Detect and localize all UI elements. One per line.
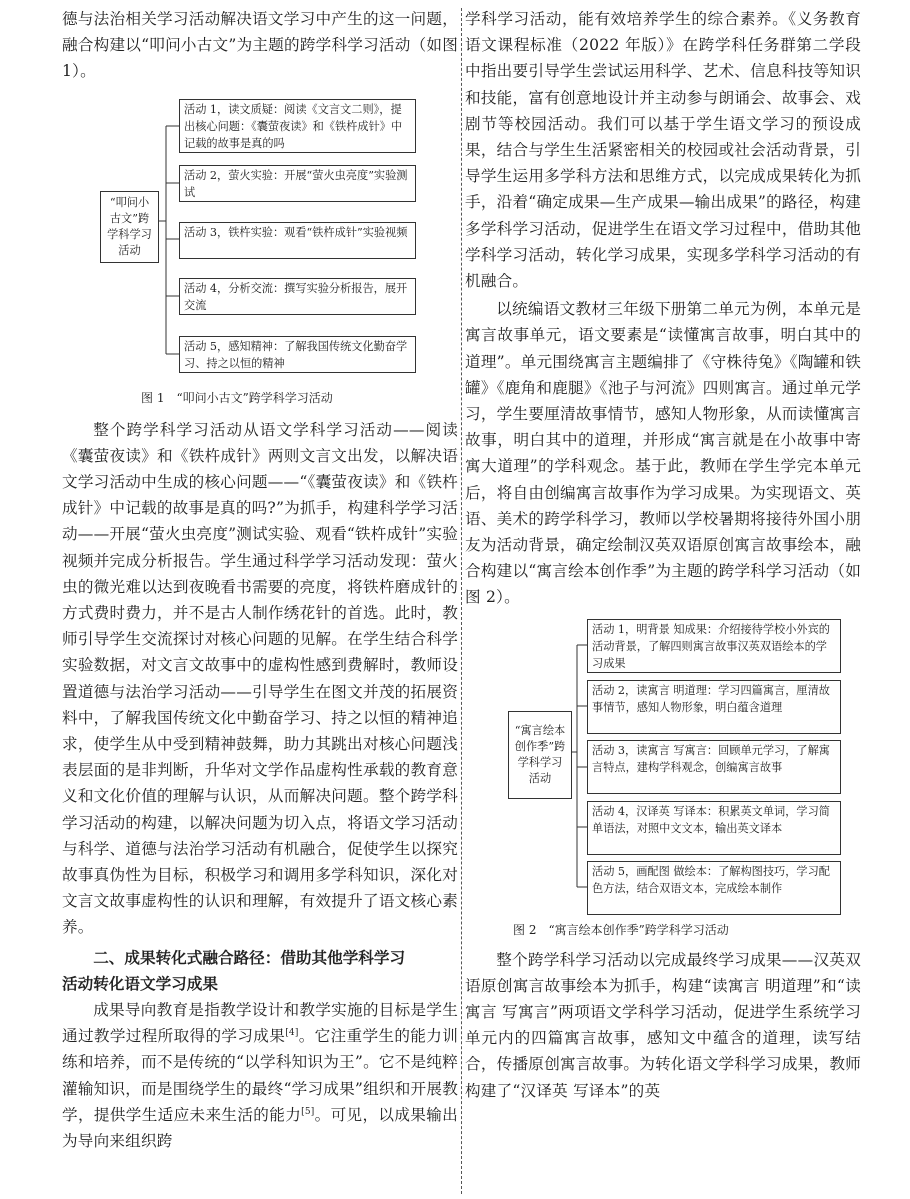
figure-1-activity-5: 活动 5，感知精神：了解我国传统文化勤奋学习、持之以恒的精神 xyxy=(179,336,416,373)
figure-2 xyxy=(465,617,861,917)
right-column xyxy=(465,0,861,1104)
figure-2-caption: 图 2 “寓言绘本创作季”跨学科学习活动 xyxy=(513,922,729,937)
right-paragraph-1: 学科学习活动，能有效培养学生的综合素养。《义务教育语文课程标准（2022 年版）》在跨学科任务群第二学段中指出要引导学生尝试运用科学、艺术、信息科技等知识和技能，富有创意地设计并主动参与朗诵会、故事会、戏剧节等校园活动。我们可以基于学生语文学习的预设成果，结合与学生生活紧密相关的校园或社会活动背景，引导学生运用多学科方法和思维方式，以完成成果转化为抓手，沿着“确定成果—生产成果—输出成果”的路径，构建多学科学习活动，促进学生在语文学习过程中，借助其他学科学习活动，转化学习成果，实现多学科学习活动的有机融合。 xyxy=(465,10,861,291)
left-paragraph-1: 德与法治相关学习活动解决语文学习中产生的这一问题，融合构建以“叩问小古文”为主题的跨学科学习活动（如图 1）。 xyxy=(62,10,458,81)
figure-2-activity-3: 活动 3，读寓言 写寓言：回顾单元学习，了解寓言特点，建构学科观念，创编寓言故事 xyxy=(587,740,841,794)
left-paragraph-3 xyxy=(62,997,458,1154)
section-heading-line-2: 活动转化语文学习成果 xyxy=(62,974,218,993)
column-divider xyxy=(461,8,462,1194)
figure-2-activity-2: 活动 2，读寓言 明道理：学习四篇寓言，厘清故事情节，感知人物形象，明白蕴含道理 xyxy=(587,680,841,734)
figure-1-activity-1: 活动 1，读文质疑：阅读《文言文二则》，提出核心问题：《囊萤夜读》和《铁杵成针》中记载的故事是真的吗 xyxy=(179,99,416,153)
left-paragraph-2: 整个跨学科学习活动从语文学科学习活动——阅读《囊萤夜读》和《铁杵成针》两则文言文出发，以解决语文学习活动中生成的核心问题——“《囊萤夜读》和《铁杵成针》中记载的故事是真的吗?”为抓手，构建科学学习活动——开展“萤火虫亮度”测试实验、观看“铁杵成针”实验视频并完成分析报告。学生通过科学学习活动发现：萤火虫的微光难以达到夜晚看书需要的亮度，将铁杵磨成针的方式费时费力，并不是古人制作绣花针的首选。此时，教师引导学生交流探讨对核心问题的见解。在学生结合科学实验数据，对文言文故事中的虚构性感到费解时，教师设置道德与法治学习活动——引导学生在图文并茂的拓展资料中，了解我国传统文化中勤奋学习、持之以恒的精神追求，使学生从中受到精神鼓舞，助力其跳出对核心问题浅表层面的是非判断，升华对文学作品虚构性承载的教育意义和文化价值的理解与认识，从而解决问题。整个跨学科学习活动的构建，以解决问题为切入点，将语文学习活动与科学、道德与法治学习活动有机融合，促使学生以探究故事真伪性为目标，积极学习和调用多学科知识，深化对文言文故事虚构性的认识和理解，有效提升了语文核心素养。 xyxy=(62,420,458,937)
left-paragraph-3-part-a: 成果导向教育是指教学设计和教学实施的目标是学生通过教学过程所取得的学习成果 xyxy=(62,1001,458,1046)
figure-2-caption-wrap xyxy=(465,917,861,947)
figure-2-activity-4: 活动 4，汉译英 写译本：积累英文单词，学习简单语法，对照中文文本，输出英文译本 xyxy=(587,801,841,855)
figure-2-activity-5: 活动 5，画配图 做绘本：了解构图技巧，学习配色方法，结合双语文本，完成绘本制作 xyxy=(587,861,841,915)
figure-1-activity-4: 活动 4，分析交流：撰写实验分析报告，展开交流 xyxy=(179,278,416,315)
right-paragraph-2: 以统编语文教材三年级下册第二单元为例，本单元是寓言故事单元，语文要素是“读懂寓言故事，明白其中的道理”。单元围绕寓言主题编排了《守株待兔》《陶罐和铁罐》《鹿角和鹿腿》《池子与河流》四则寓言。通过单元学习，学生要厘清故事情节，感知人物形象，从而读懂寓言故事，明白其中的道理，并形成“寓言就是在小故事中寄寓大道理”的学科观念。基于此，教师在学生学完本单元后，将自由创编寓言故事作为学习成果。为实现语文、英语、美术的跨学科学习，教师以学校暑期将接待外国小朋友为活动背景，确定绘制汉英双语原创寓言故事绘本，融合构建以“寓言绘本创作季”为主题的跨学科学习活动（如图 2）。 xyxy=(465,300,861,607)
figure-1-activity-2: 活动 2，萤火实验：开展“萤火虫亮度”实验测试 xyxy=(179,165,416,202)
left-paragraph-3-part-c: 。可见，以成果输出为导向来组织跨 xyxy=(62,1105,458,1151)
left-column xyxy=(62,0,458,1154)
citation-4: [4] xyxy=(285,1028,299,1039)
figure-1-caption: 图 1 “叩问小古文”跨学科学习活动 xyxy=(141,390,333,405)
section-heading-line-1: 二、成果转化式融合路径：借助其他学科学习 xyxy=(93,948,406,967)
right-paragraph-3: 整个跨学科学习活动以完成最终学习成果——汉英双语原创寓言故事绘本为抓手，构建“读寓言 明道理”和“读寓言 写寓言”两项语文学科学习活动，促进学生系统学习单元内的四篇寓言故事，感知文中蕴含的道理，读写结合，传播原创寓言故事。为转化语文学科学习成果，教师构建了“汉译英 写译本”的英 xyxy=(465,950,861,1100)
citation-5: [5] xyxy=(301,1106,315,1117)
left-paragraph-3-part-b: 。它注重学生的能力训练和培养，而不是传统的“以学科知识为王”。它不是纯粹灌输知识，而是围绕学生的最终“学习成果”组织和开展教学，提供学生适应未来生活的能力 xyxy=(62,1027,458,1124)
figure-2-center-node: “寓言绘本创作季”跨学科学习活动 xyxy=(508,711,572,799)
figure-1-activity-3: 活动 3，铁杵实验：观看“铁杵成针”实验视频 xyxy=(179,222,416,259)
figure-2-activity-1: 活动 1，明背景 知成果：介绍接待学校小外宾的活动背景，了解四则寓言故事汉英双语绘本的学习成果 xyxy=(587,619,841,673)
figure-1-center-node: “叩问小古文”跨学科学习活动 xyxy=(100,191,159,263)
figure-1-caption-wrap xyxy=(62,389,458,417)
figure-1 xyxy=(62,91,458,389)
